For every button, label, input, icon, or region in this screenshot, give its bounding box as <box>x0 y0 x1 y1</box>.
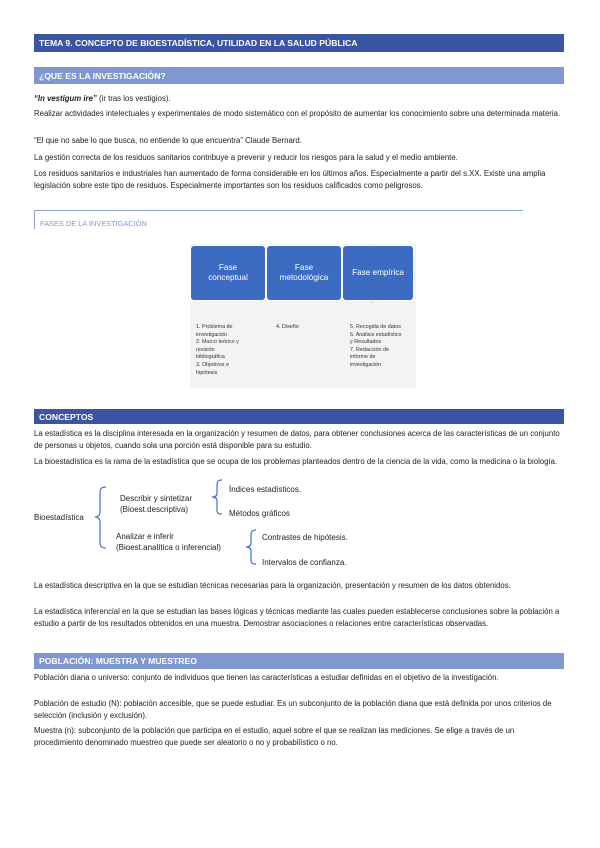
paragraph: La estadística inferencial en la que se estudian las bases lógicas y técnicas mediante las cuales pueden establecerse conclusiones sobre la población a estudio a partir de los resultados obtenidos en una muestra. Demostrar asociaciones o relaciones entre características observadas. <box>34 607 560 629</box>
phase-list-metodologica: 4. Diseño <box>276 324 299 330</box>
phases-diagram <box>190 244 416 388</box>
tree-leaf: Intervalos de confianza. <box>262 558 347 567</box>
stage-conceptual: Fase conceptual <box>190 245 266 301</box>
tree-leaf: Contrastes de hipótesis. <box>262 533 348 542</box>
paragraph: La estadística es la disciplina interesada en la organización y resumen de datos, para obtener conclusiones acerca de las características de un conjunto de personas u objetos, cuando sola una porción está disponible para su estudio. <box>34 429 560 451</box>
paragraph: Población diana o universo: conjunto de individuos que tienen las características a estudiar definidas en el objetivo de la investigación. <box>34 673 499 682</box>
section-heading-investigacion: ¿QUE ES LA INVESTIGACIÓN? <box>34 67 564 84</box>
subsection-heading-fases: FASES DE LA INVESTIGACIÓN <box>34 210 523 229</box>
tree-branch-descriptiva: Describir y sintetizar (Bioest.descriptiva) <box>120 494 193 514</box>
phase-list-empirica: 5. Recogida de datos 6. Análisis estadístico y Resultados 7. Redacción de informe de investigación <box>350 324 402 368</box>
stage-metodologica: Fase metodológica <box>266 245 342 301</box>
paragraph: Población de estudio (N): población accesible, que se puede estudiar. Es un subconjunto de la población diana que está definida por unos criterios de selección (inclusión y exclusión). <box>34 699 552 721</box>
phase-list-conceptual: 1. Problema de investigación 2. Marco teórico y revisión bibliográfica 3. Objetivos e hipótesis <box>196 324 239 376</box>
stage-empirica: Fase empírica <box>342 245 414 301</box>
tree-leaf: Métodos gráficos <box>229 509 290 518</box>
tree-branch-inferencial: Analizar e inferir (Bioest.analítica o inferencial) <box>116 532 221 552</box>
paragraph: Muestra (n): subconjunto de la población que participa en el estudio, aquel sobre el que se realizan las mediciones. Se elige a través de un procedimiento denominado muestreo que puede ser aleatorio o no y probabilístico o no. <box>34 726 515 748</box>
paragraph: La estadística descriptiva en la que se estudian técnicas necesarias para la organización, presentación y resumen de los datos obtenidos. <box>34 581 511 590</box>
section-heading-poblacion: POBLACIÓN: MUESTRA Y MUESTREO <box>34 653 564 669</box>
document-title-bar <box>34 34 564 52</box>
tree-root: Bioestadística <box>34 513 84 522</box>
document-title: TEMA 9. CONCEPTO DE BIOESTADÍSTICA, UTILIDAD EN LA SALUD PÚBLICA <box>39 38 358 48</box>
paragraph: Los residuos sanitarios e industriales han aumentado de forma considerable en los últimos años. Especialmente a partir del s.XX. Existe una amplia legislación sobre este tipo de residuos. Especialmente importantes son los residuos calificados como peligrosos. <box>34 169 546 191</box>
tree-leaf: Índices estadísticos. <box>229 485 302 494</box>
paragraph: La gestión correcta de los residuos sanitarios contribuye a prevenir y reducir los riesgos para la salud y el medio ambiente. <box>34 153 458 162</box>
latin-phrase: “In vestigum ire” (ir tras los vestigios). <box>34 94 171 103</box>
paragraph: La bioestadística es la rama de la estadística que se ocupa de los problemas planteados dentro de la ciencia de la vida, como la medicina o la biología. <box>34 457 558 466</box>
section-heading-conceptos: CONCEPTOS <box>34 409 564 424</box>
paragraph: Realizar actividades intelectuales y experimentales de modo sistemático con el propósito de aumentar los conocimiento sobre una determinada materia. <box>34 109 561 118</box>
quote-paragraph: “El que no sabe lo que busca, no entiende lo que encuentra” Claude Bernard. <box>34 136 302 145</box>
